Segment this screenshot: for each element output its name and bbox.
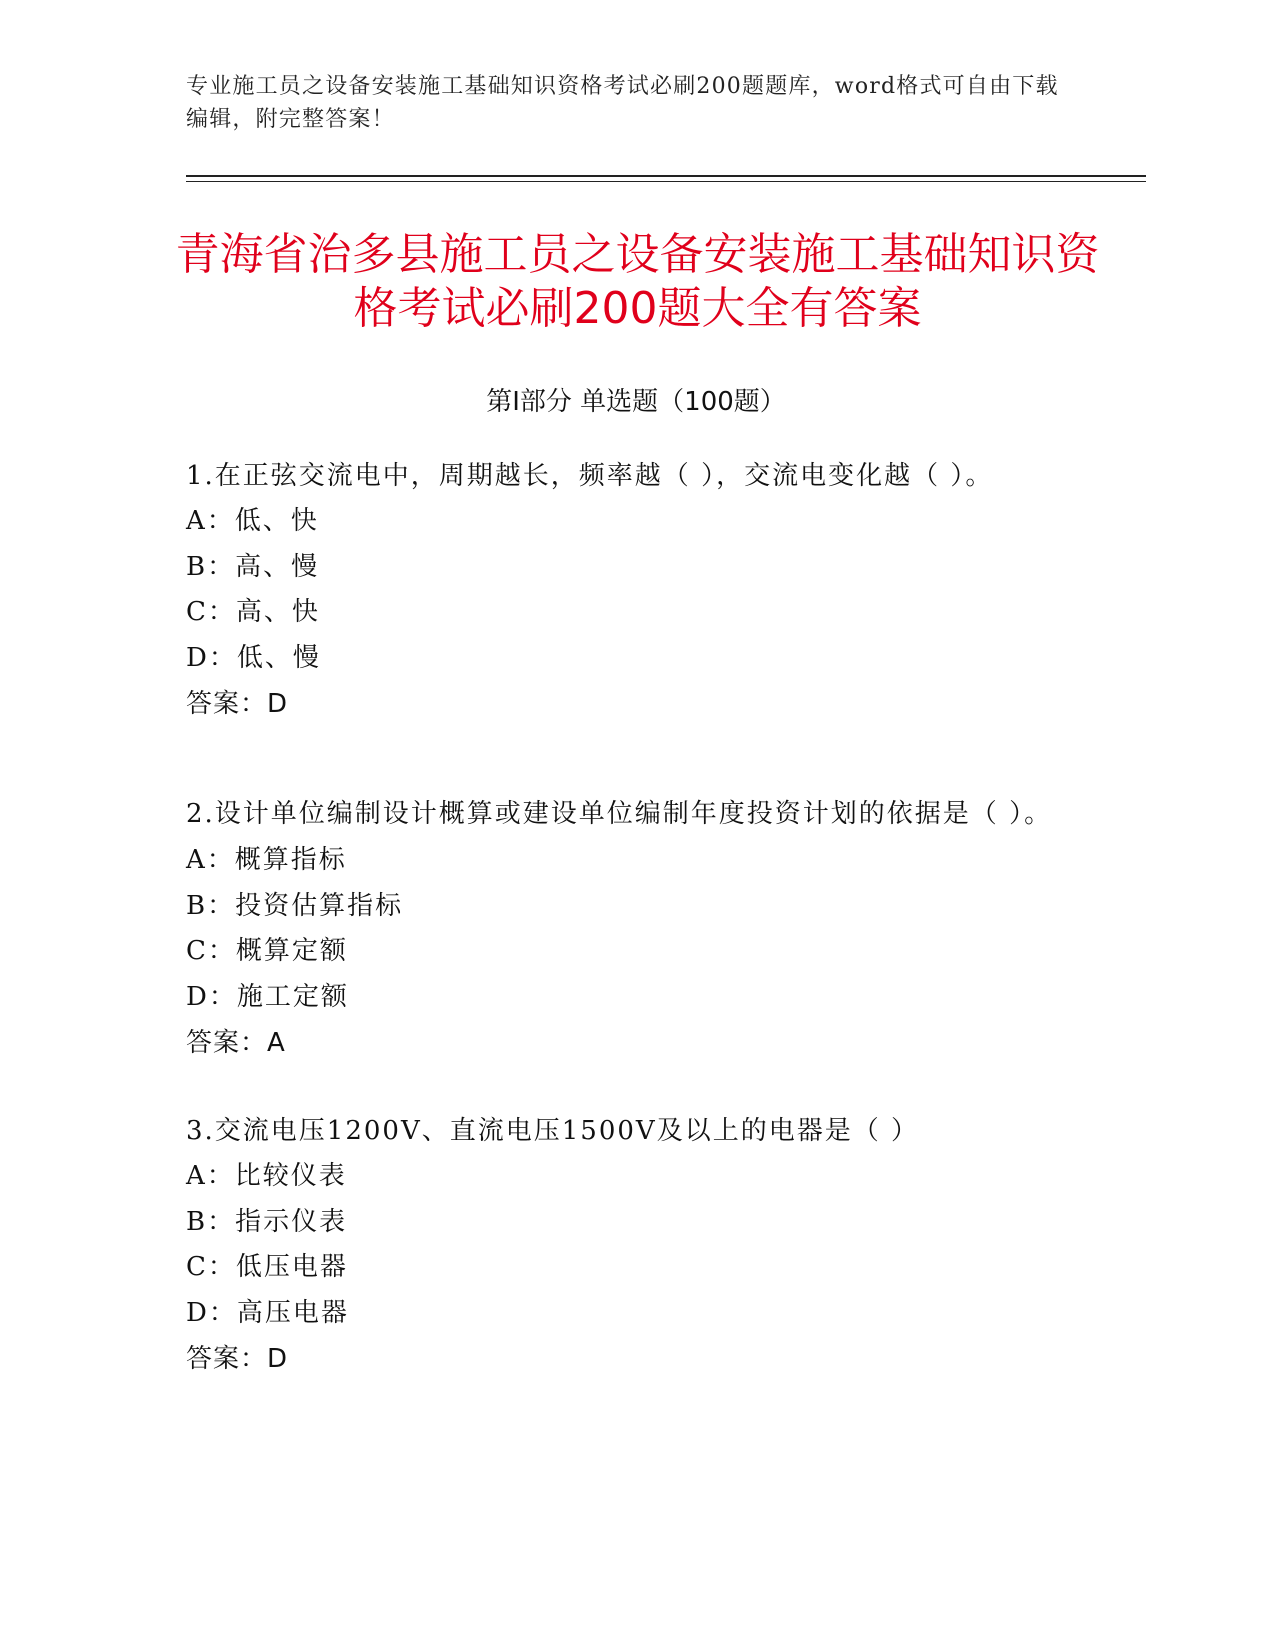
- answer: 答案：D: [186, 689, 289, 719]
- header-rule-thin: [186, 181, 1146, 182]
- option-c: C：高、快: [186, 597, 320, 627]
- document-title: 青海省治多县施工员之设备安装施工基础知识资格考试必刷200题大全有答案: [175, 229, 1100, 334]
- option-b: B：高、慢: [186, 551, 320, 582]
- option-a: A：概算指标: [186, 845, 347, 875]
- question-stem: 2.设计单位编制设计概算或建设单位编制年度投资计划的依据是（ ）。: [186, 799, 1053, 829]
- header-note: 专业施工员之设备安装施工基础知识资格考试必刷200题题库，word格式可自由下载编辑，附完整答案！: [186, 74, 1059, 132]
- question-stem: 3.交流电压1200V、直流电压1500V及以上的电器是（ ）: [186, 1116, 919, 1146]
- option-c: C：概算定额: [186, 936, 348, 966]
- answer: 答案：D: [186, 1344, 289, 1374]
- option-d: D：低、慢: [186, 642, 321, 673]
- option-b: B：指示仪表: [186, 1206, 348, 1237]
- option-a: A：比较仪表: [186, 1161, 347, 1191]
- question-3: [186, 1108, 1086, 1382]
- option-a: A：低、快: [186, 506, 319, 536]
- option-d: D：高压电器: [186, 1297, 349, 1328]
- question-2: [186, 790, 1086, 1066]
- section-heading: 第Ⅰ部分 单选题（100题）: [486, 387, 786, 417]
- option-b: B：投资估算指标: [186, 890, 404, 921]
- answer: 答案：A: [186, 1028, 286, 1058]
- option-d: D：施工定额: [186, 981, 349, 1012]
- question-stem: 1.在正弦交流电中，周期越长，频率越（ ），交流电变化越（ ）。: [186, 461, 994, 491]
- question-1: [186, 453, 1086, 727]
- option-c: C：低压电器: [186, 1252, 348, 1282]
- header-rule-thick: [186, 175, 1146, 177]
